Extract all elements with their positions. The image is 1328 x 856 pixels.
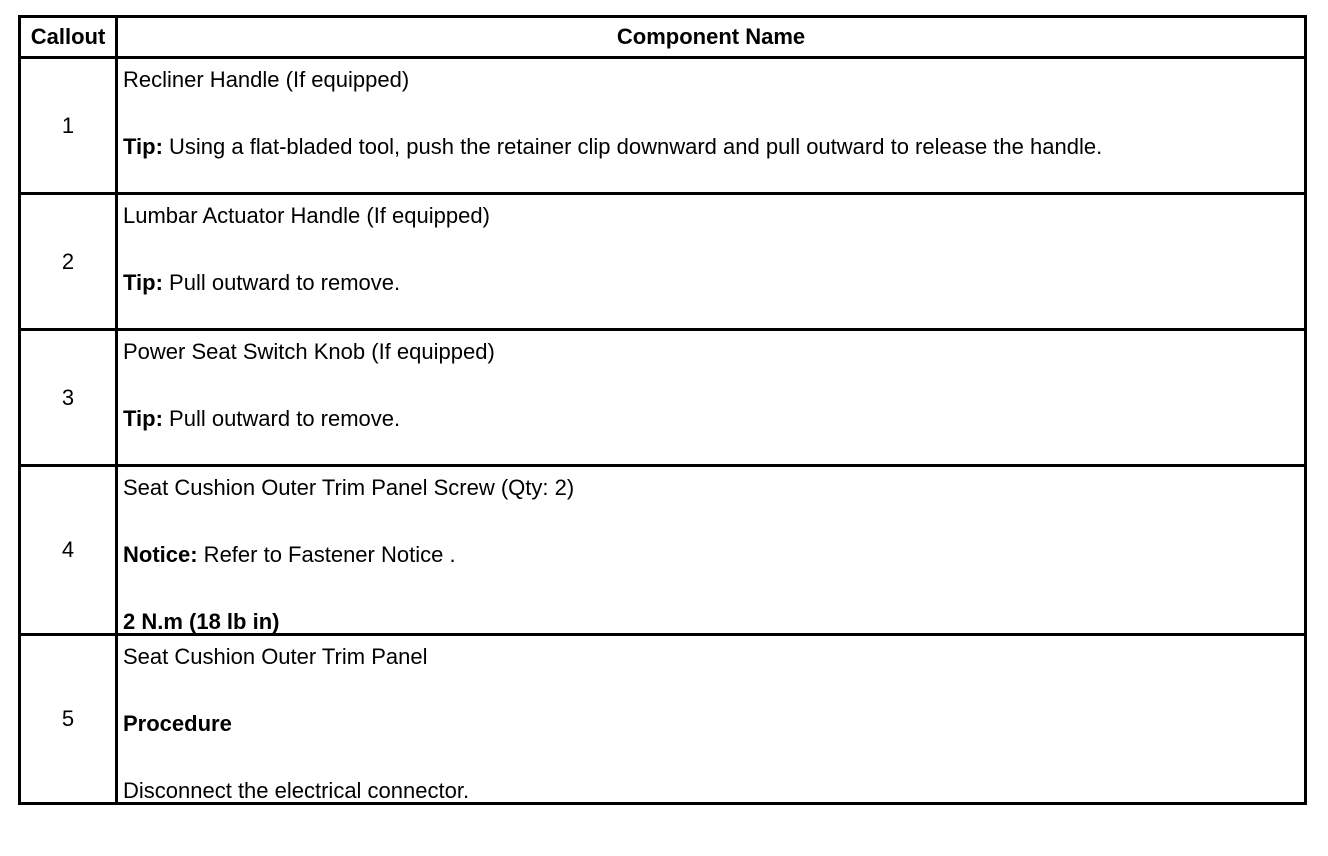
components-table [18, 15, 1307, 805]
table-row [20, 635, 1306, 804]
tip-line [123, 408, 1304, 430]
procedure-heading: Procedure [123, 711, 232, 736]
tip-line [123, 136, 1304, 158]
callout-number: 1 [20, 58, 117, 194]
callout-header: Callout [20, 17, 117, 58]
callout-number: 2 [20, 194, 117, 330]
callout-number: 5 [20, 635, 117, 804]
tip-label: Tip: [123, 270, 163, 295]
component-cell [117, 330, 1306, 466]
component-name-header: Component Name [117, 17, 1306, 58]
callout-number: 4 [20, 466, 117, 635]
tip-line [123, 272, 1304, 294]
component-name: Seat Cushion Outer Trim Panel [123, 644, 428, 669]
procedure-step: Disconnect the electrical connector. [123, 778, 470, 803]
callout-number: 3 [20, 330, 117, 466]
component-name: Power Seat Switch Knob (If equipped) [123, 339, 495, 364]
notice-line [123, 544, 1304, 566]
component-cell [117, 466, 1306, 635]
component-cell [117, 635, 1306, 804]
header-row [20, 17, 1306, 58]
table-row [20, 194, 1306, 330]
table-row [20, 330, 1306, 466]
component-name: Lumbar Actuator Handle (If equipped) [123, 203, 490, 228]
notice-text: Refer to Fastener Notice . [197, 542, 456, 567]
component-cell [117, 58, 1306, 194]
component-name: Recliner Handle (If equipped) [123, 67, 410, 92]
table-row [20, 58, 1306, 194]
tip-text: Pull outward to remove. [162, 270, 401, 295]
table-row [20, 466, 1306, 635]
tip-label: Tip: [123, 134, 163, 159]
notice-label: Notice: [123, 542, 198, 567]
component-name: Seat Cushion Outer Trim Panel Screw (Qty: 2) [123, 475, 575, 500]
component-cell [117, 194, 1306, 330]
torque-spec: 2 N.m (18 lb in) [123, 609, 280, 634]
tip-text: Pull outward to remove. [162, 406, 401, 431]
tip-text: Using a flat-bladed tool, push the retainer clip downward and pull outward to release the handle. [162, 134, 1103, 159]
tip-label: Tip: [123, 406, 163, 431]
